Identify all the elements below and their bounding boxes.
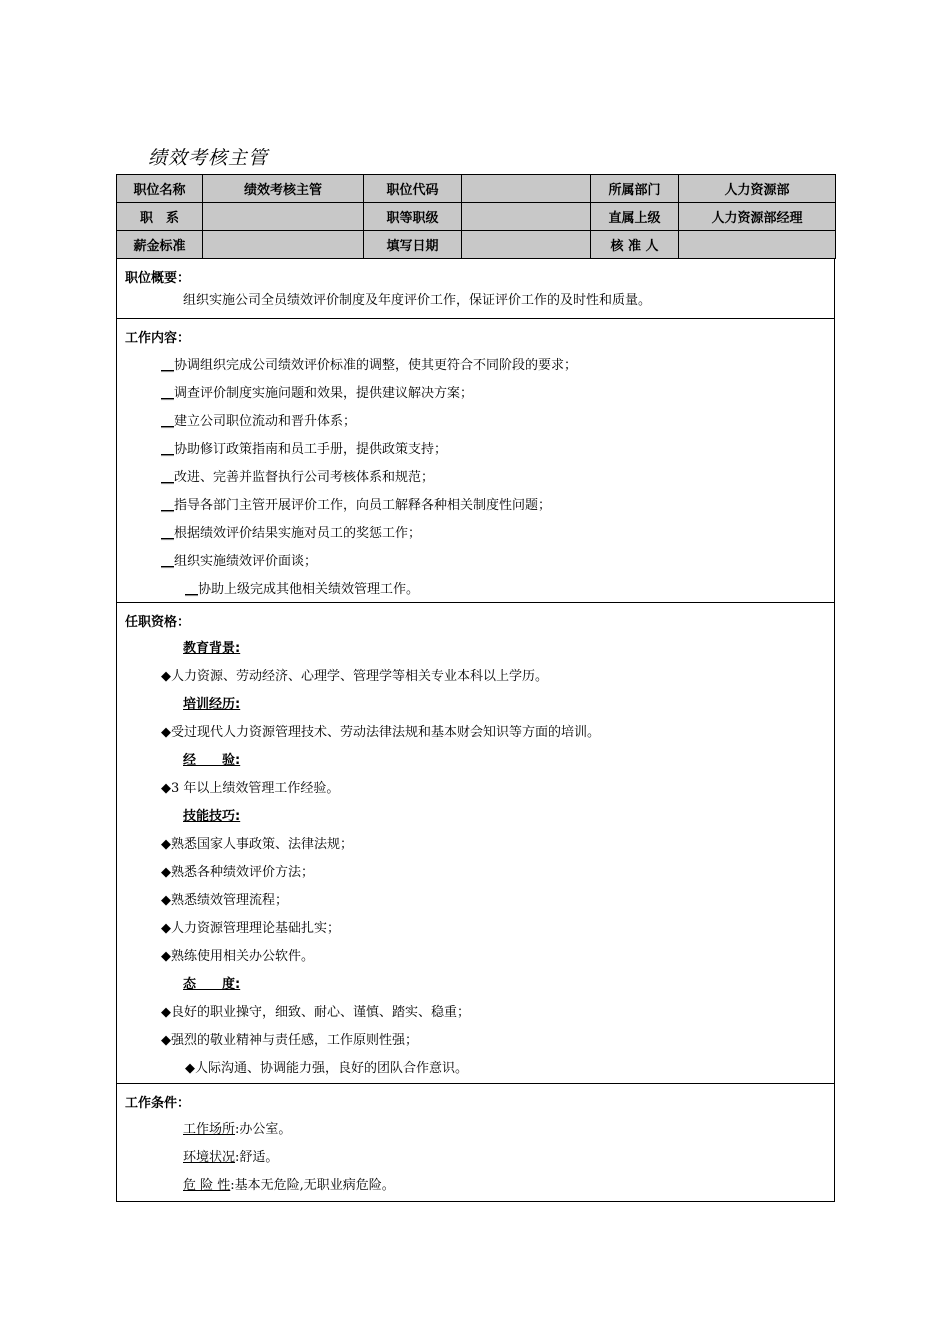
summary-text: 组织实施公司全员绩效评价制度及年度评价工作，保证评价工作的及时性和质量。 bbox=[183, 293, 652, 308]
duty-text: 协调组织完成公司绩效评价标准的调整，使其更符合不同阶段的要求； bbox=[174, 358, 578, 373]
condition-value: :办公室。 bbox=[235, 1122, 292, 1137]
info-cell: 所属部门 bbox=[591, 175, 679, 203]
qualification-subheading: 技能技巧: bbox=[183, 809, 241, 824]
info-cell: 填写日期 bbox=[364, 231, 462, 259]
diamond-bullet-icon: ◆ bbox=[161, 1005, 171, 1020]
info-row bbox=[117, 231, 836, 259]
duty-text: 协助修订政策指南和员工手册，提供政策支持； bbox=[174, 442, 448, 457]
qualification-item bbox=[117, 1055, 834, 1083]
duty-marker: __ bbox=[161, 498, 174, 513]
info-row bbox=[117, 175, 836, 203]
condition-item bbox=[117, 1144, 834, 1172]
qualification-text: 人际沟通、协调能力强，良好的团队合作意识。 bbox=[195, 1061, 469, 1076]
duty-marker: __ bbox=[161, 414, 174, 429]
duty-item bbox=[117, 352, 834, 380]
duty-text: 协助上级完成其他相关绩效管理工作。 bbox=[198, 582, 420, 597]
condition-item bbox=[117, 1116, 834, 1144]
condition-label: 环境状况 bbox=[183, 1150, 236, 1165]
diamond-bullet-icon: ◆ bbox=[161, 893, 171, 908]
duty-item bbox=[117, 520, 834, 548]
qualification-item bbox=[117, 859, 834, 887]
qualification-text: 人力资源、劳动经济、心理学、管理学等相关专业本科以上学历。 bbox=[171, 669, 549, 684]
duty-text: 根据绩效评价结果实施对员工的奖惩工作； bbox=[174, 526, 422, 541]
duty-marker: __ bbox=[185, 582, 198, 597]
duty-marker: __ bbox=[161, 470, 174, 485]
conditions-section bbox=[116, 1084, 835, 1202]
conditions-list bbox=[117, 1112, 834, 1200]
info-cell: 薪金标准 bbox=[117, 231, 203, 259]
duty-marker: __ bbox=[161, 442, 174, 457]
condition-item bbox=[117, 1172, 834, 1200]
qualification-text: 熟练使用相关办公软件。 bbox=[171, 949, 315, 964]
qualification-item bbox=[117, 775, 834, 803]
qualification-item bbox=[117, 915, 834, 943]
diamond-bullet-icon: ◆ bbox=[161, 669, 171, 684]
condition-value: :基本无危险,无职业病危险。 bbox=[230, 1178, 395, 1193]
duty-marker: __ bbox=[161, 526, 174, 541]
info-cell: 职位名称 bbox=[117, 175, 203, 203]
info-cell bbox=[203, 203, 364, 231]
info-cell: 职 系 bbox=[117, 203, 203, 231]
info-cell: 核 准 人 bbox=[591, 231, 679, 259]
info-cell bbox=[462, 231, 591, 259]
diamond-bullet-icon: ◆ bbox=[161, 865, 171, 880]
section-heading: 工作内容： bbox=[125, 331, 191, 346]
qualification-item bbox=[117, 663, 834, 691]
duty-marker: __ bbox=[161, 358, 174, 373]
job-description-sheet bbox=[116, 174, 835, 1202]
job-info-table bbox=[116, 174, 836, 259]
condition-value: :舒适。 bbox=[235, 1150, 279, 1165]
info-cell: 职等职级 bbox=[364, 203, 462, 231]
qualifications-section bbox=[116, 603, 835, 1084]
duty-marker: __ bbox=[161, 554, 174, 569]
qualification-text: 受过现代人力资源管理技术、劳动法律法规和基本财会知识等方面的培训。 bbox=[171, 725, 601, 740]
diamond-bullet-icon: ◆ bbox=[161, 837, 171, 852]
info-cell bbox=[203, 231, 364, 259]
duty-item bbox=[117, 380, 834, 408]
document-title: 绩效考核主管 bbox=[148, 147, 269, 169]
info-cell: 直属上级 bbox=[591, 203, 679, 231]
diamond-bullet-icon: ◆ bbox=[161, 921, 171, 936]
qualification-subheading: 经 验: bbox=[183, 753, 241, 768]
qualification-item bbox=[117, 887, 834, 915]
duty-item bbox=[117, 492, 834, 520]
duty-item bbox=[117, 548, 834, 576]
qualification-text: 熟悉国家人事政策、法律法规； bbox=[171, 837, 354, 852]
info-cell: 人力资源部经理 bbox=[679, 203, 836, 231]
duty-item bbox=[117, 464, 834, 492]
qualification-text: 良好的职业操守，细致、耐心、谨慎、踏实、稳重； bbox=[171, 1005, 471, 1020]
qualification-text: 熟悉绩效管理流程； bbox=[171, 893, 289, 908]
condition-label: 工作场所 bbox=[183, 1122, 236, 1137]
qualification-subheading: 培训经历: bbox=[183, 697, 241, 712]
qualification-item bbox=[117, 999, 834, 1027]
duty-text: 改进、完善并监督执行公司考核体系和规范； bbox=[174, 470, 435, 485]
summary-section bbox=[116, 259, 835, 319]
info-row bbox=[117, 203, 836, 231]
diamond-bullet-icon: ◆ bbox=[161, 1033, 171, 1048]
diamond-bullet-icon: ◆ bbox=[161, 781, 171, 796]
info-cell bbox=[679, 231, 836, 259]
duty-text: 调查评价制度实施问题和效果，提供建议解决方案； bbox=[174, 386, 474, 401]
section-heading: 任职资格： bbox=[125, 615, 191, 630]
duty-text: 建立公司职位流动和晋升体系； bbox=[174, 414, 357, 429]
info-cell: 职位代码 bbox=[364, 175, 462, 203]
qualification-subheading: 态 度: bbox=[183, 977, 241, 992]
condition-label: 危 险 性 bbox=[183, 1178, 231, 1193]
qualification-item bbox=[117, 719, 834, 747]
qualifications-list bbox=[117, 631, 834, 1083]
info-cell: 人力资源部 bbox=[679, 175, 836, 203]
diamond-bullet-icon: ◆ bbox=[161, 725, 171, 740]
duty-item bbox=[117, 576, 834, 604]
duties-section bbox=[116, 319, 835, 603]
qualification-item bbox=[117, 1027, 834, 1055]
duty-text: 组织实施绩效评价面谈； bbox=[174, 554, 318, 569]
info-cell: 绩效考核主管 bbox=[203, 175, 364, 203]
qualification-text: 人力资源管理理论基础扎实； bbox=[171, 921, 341, 936]
qualification-item bbox=[117, 831, 834, 859]
qualification-item bbox=[117, 943, 834, 971]
duty-item bbox=[117, 436, 834, 464]
duty-item bbox=[117, 408, 834, 436]
qualification-text: 强烈的敬业精神与责任感，工作原则性强； bbox=[171, 1033, 419, 1048]
qualification-subheading: 教育背景: bbox=[183, 641, 241, 656]
section-heading: 职位概要： bbox=[125, 271, 191, 286]
diamond-bullet-icon: ◆ bbox=[161, 949, 171, 964]
qualification-text: 熟悉各种绩效评价方法； bbox=[171, 865, 315, 880]
duty-text: 指导各部门主管开展评价工作，向员工解释各种相关制度性问题； bbox=[174, 498, 552, 513]
info-cell bbox=[462, 175, 591, 203]
duties-list bbox=[117, 347, 834, 604]
qualification-text: 3 年以上绩效管理工作经验。 bbox=[171, 781, 340, 796]
diamond-bullet-icon: ◆ bbox=[185, 1061, 195, 1076]
info-cell bbox=[462, 203, 591, 231]
section-heading: 工作条件： bbox=[125, 1096, 191, 1111]
duty-marker: __ bbox=[161, 386, 174, 401]
